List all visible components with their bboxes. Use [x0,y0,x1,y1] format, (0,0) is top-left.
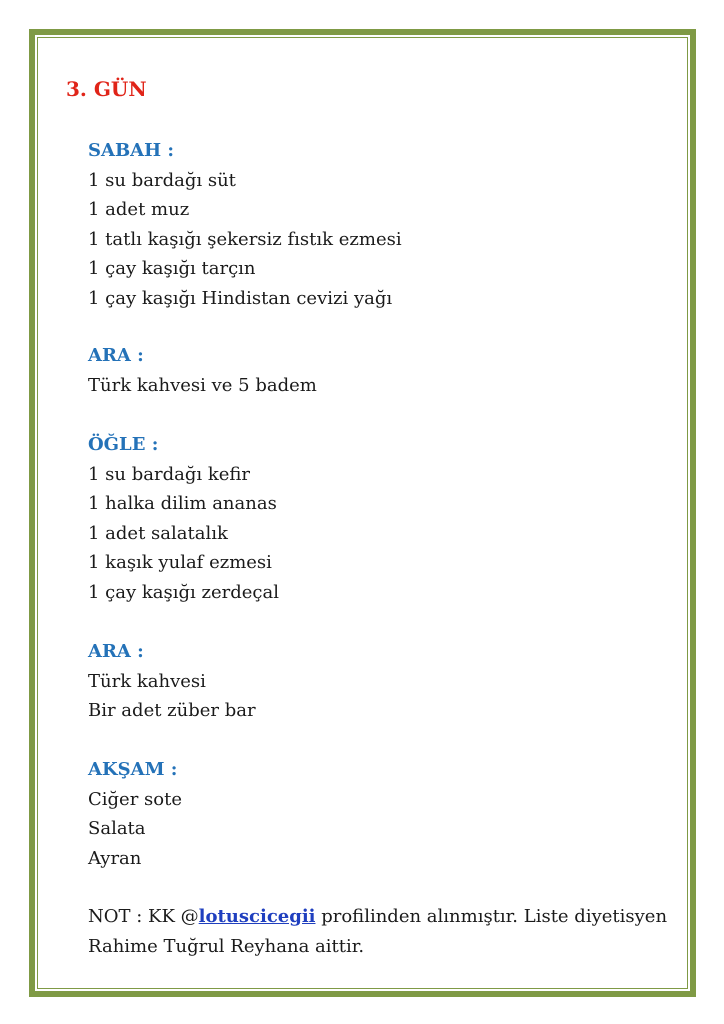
day-title: 3. GÜN [66,77,147,101]
list-item: 1 halka dilim ananas [88,493,277,514]
section-ogle [88,430,688,607]
list-item: Ciğer sote [88,788,182,810]
section-heading: AKŞAM : [88,759,178,780]
footer-note [88,902,688,962]
list-item: 1 tatlı kaşığı şekersiz fıstık ezmesi [88,228,402,250]
list-item: 1 adet muz [88,199,190,220]
list-item: 1 çay kaşığı Hindistan cevizi yağı [88,287,393,309]
note-line1-rest: profilinden alınmıştır. Liste diyetisyen [315,906,668,927]
section-ara-2 [88,637,688,726]
list-item: 1 kaşık yulaf ezmesi [88,552,272,573]
list-item: Türk kahvesi ve 5 badem [88,374,317,396]
section-heading: ARA : [88,641,144,662]
list-item: 1 adet salatalık [88,522,228,544]
note-line2: Rahime Tuğrul Reyhana aittir. [88,936,365,957]
section-sabah [88,136,688,313]
section-ara-1 [88,341,688,400]
list-item: Bir adet züber bar [88,700,256,721]
list-item: 1 çay kaşığı tarçın [88,258,256,279]
list-item: 1 çay kaşığı zerdeçal [88,581,279,603]
section-heading: ÖĞLE : [88,434,159,455]
note-prefix: NOT : KK @ [88,906,199,927]
section-heading: SABAH : [88,140,175,161]
section-aksam [88,755,688,873]
section-heading: ARA : [88,345,144,366]
list-item: Türk kahvesi [88,670,206,692]
list-item: 1 su bardağı süt [88,169,236,191]
list-item: 1 su bardağı kefir [88,463,251,485]
instagram-handle-link[interactable]: lotuscicegii [198,906,316,927]
list-item: Ayran [88,847,142,869]
list-item: Salata [88,818,146,839]
